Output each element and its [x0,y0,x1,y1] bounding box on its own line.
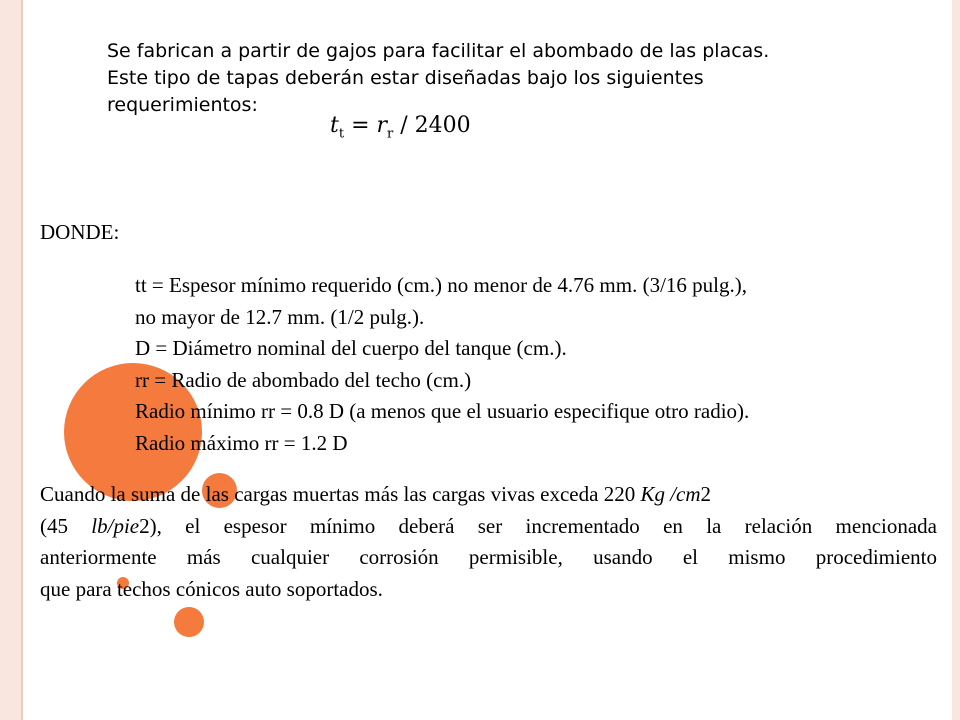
thickness-formula [330,113,471,141]
intro-line: requerimientos: [107,94,258,116]
formula-t: t [330,113,339,138]
definition-line: Radio mínimo rr = 0.8 D (a menos que el usuario especifique otro radio). [135,399,750,423]
definition-line: Radio máximo rr = 1.2 D [135,430,348,455]
paragraph-unit: Kg /cm [640,482,701,506]
paragraph-text: Cuando la suma de las cargas muertas más las cargas vivas exceda 220 [40,482,641,506]
definition-line: D = Diámetro nominal del cuerpo del tanque (cm.). [135,336,567,360]
load-paragraph [40,479,937,605]
formula-divisor: / 2400 [393,113,471,138]
paragraph-line-2 [40,511,937,543]
paragraph-text: 2), el espesor mínimo deberá ser incrementado en la relación mencionada [139,513,937,538]
formula-equals: = [344,113,377,138]
left-accent-bar [0,0,21,720]
paragraph-unit: lb/pie [91,513,140,538]
definition-line: no mayor de 12.7 mm. (1/2 pulg.). [135,304,425,329]
intro-line: Este tipo de tapas deberán estar diseñadas bajo los siguientes [107,67,704,89]
intro-line: Se fabrican a partir de gajos para facilitar el abombado de las placas. [107,40,770,62]
definitions-list [135,270,935,459]
paragraph-line-4: que para techos cónicos auto soportados. [40,576,383,601]
intro-text [107,38,907,119]
decorative-circle-small [174,607,204,637]
paragraph-line-3: anteriormente más cualquier corrosión permisible, usando el mismo procedimiento [40,545,937,569]
formula-t-sub: t [338,126,345,142]
left-accent-line [21,0,23,720]
definition-line: rr = Radio de abombado del techo (cm.) [135,367,472,392]
paragraph-text: 2 [700,482,712,506]
paragraph-text: (45 [40,513,92,538]
definition-line: tt = Espesor mínimo requerido (cm.) no menor de 4.76 mm. (3/16 pulg.), [135,273,747,297]
right-accent-bar [952,0,960,720]
paragraph-line-1 [40,479,937,511]
donde-label: DONDE: [40,220,120,244]
formula-r: r [376,113,388,138]
formula-r-sub: r [387,126,394,142]
